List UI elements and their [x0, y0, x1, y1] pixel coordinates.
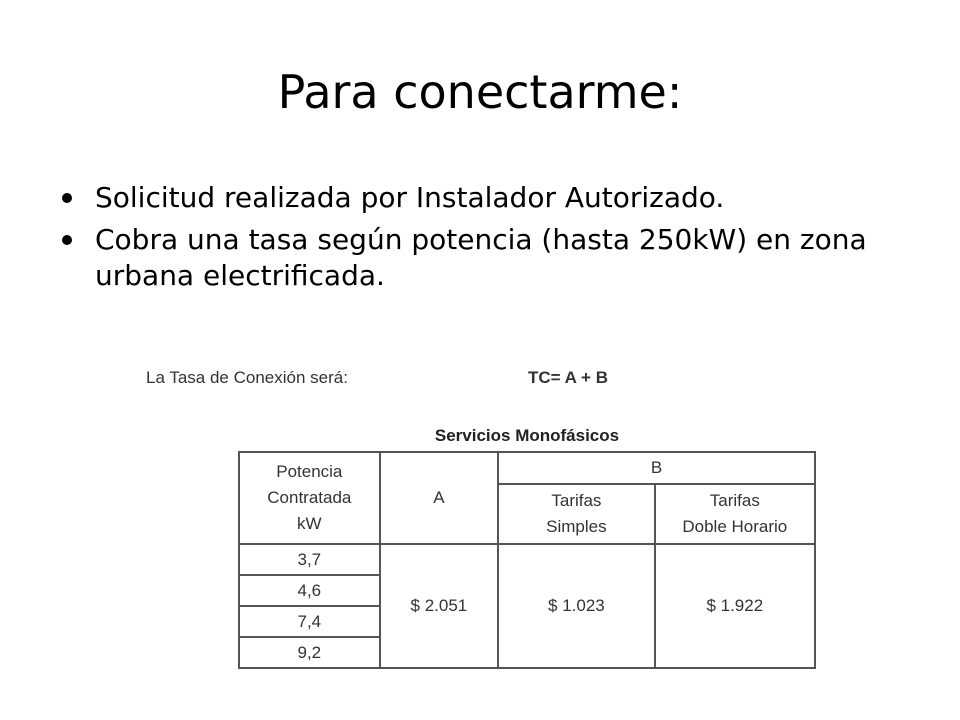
header-a: A [380, 452, 499, 544]
header-line: Tarifas [551, 491, 602, 510]
formula-row [146, 368, 646, 394]
table-row [239, 544, 815, 575]
header-tarifas-simples [498, 484, 654, 544]
header-potencia-line: Potencia [276, 462, 343, 481]
bullet-text: Solicitud realizada por Instalador Autorizado. [95, 181, 725, 214]
tariff-table [238, 451, 816, 669]
header-line: Simples [546, 517, 607, 536]
header-tarifas-doble [655, 484, 815, 544]
slide-title: Para conectarme: [277, 65, 683, 119]
value-a-cell: $ 2.051 [380, 544, 499, 668]
bullet-dot-icon [62, 193, 72, 203]
header-row [239, 452, 815, 484]
potencia-cell: 9,2 [239, 637, 380, 668]
header-line: Doble Horario [682, 517, 788, 536]
header-potencia-line: kW [297, 514, 322, 533]
header-potencia [239, 452, 380, 544]
bullet-item [60, 222, 920, 294]
bullet-list [60, 180, 920, 300]
potencia-cell: 3,7 [239, 544, 380, 575]
value-b-doble-cell: $ 1.922 [655, 544, 815, 668]
bullet-dot-icon [62, 235, 72, 245]
bullet-item [60, 180, 920, 216]
value-b-simple-cell: $ 1.023 [498, 544, 654, 668]
table-title: Servicios Monofásicos [434, 426, 620, 445]
potencia-cell: 7,4 [239, 606, 380, 637]
bullet-text: Cobra una tasa según potencia (hasta 250kW) en zona urbana electrificada. [95, 223, 867, 292]
potencia-cell: 4,6 [239, 575, 380, 606]
header-line: Tarifas [709, 491, 760, 510]
header-b: B [498, 452, 815, 484]
header-potencia-line: Contratada [267, 488, 352, 507]
formula-equation: TC= A + B [528, 368, 608, 387]
formula-label: La Tasa de Conexión será: [146, 368, 348, 387]
